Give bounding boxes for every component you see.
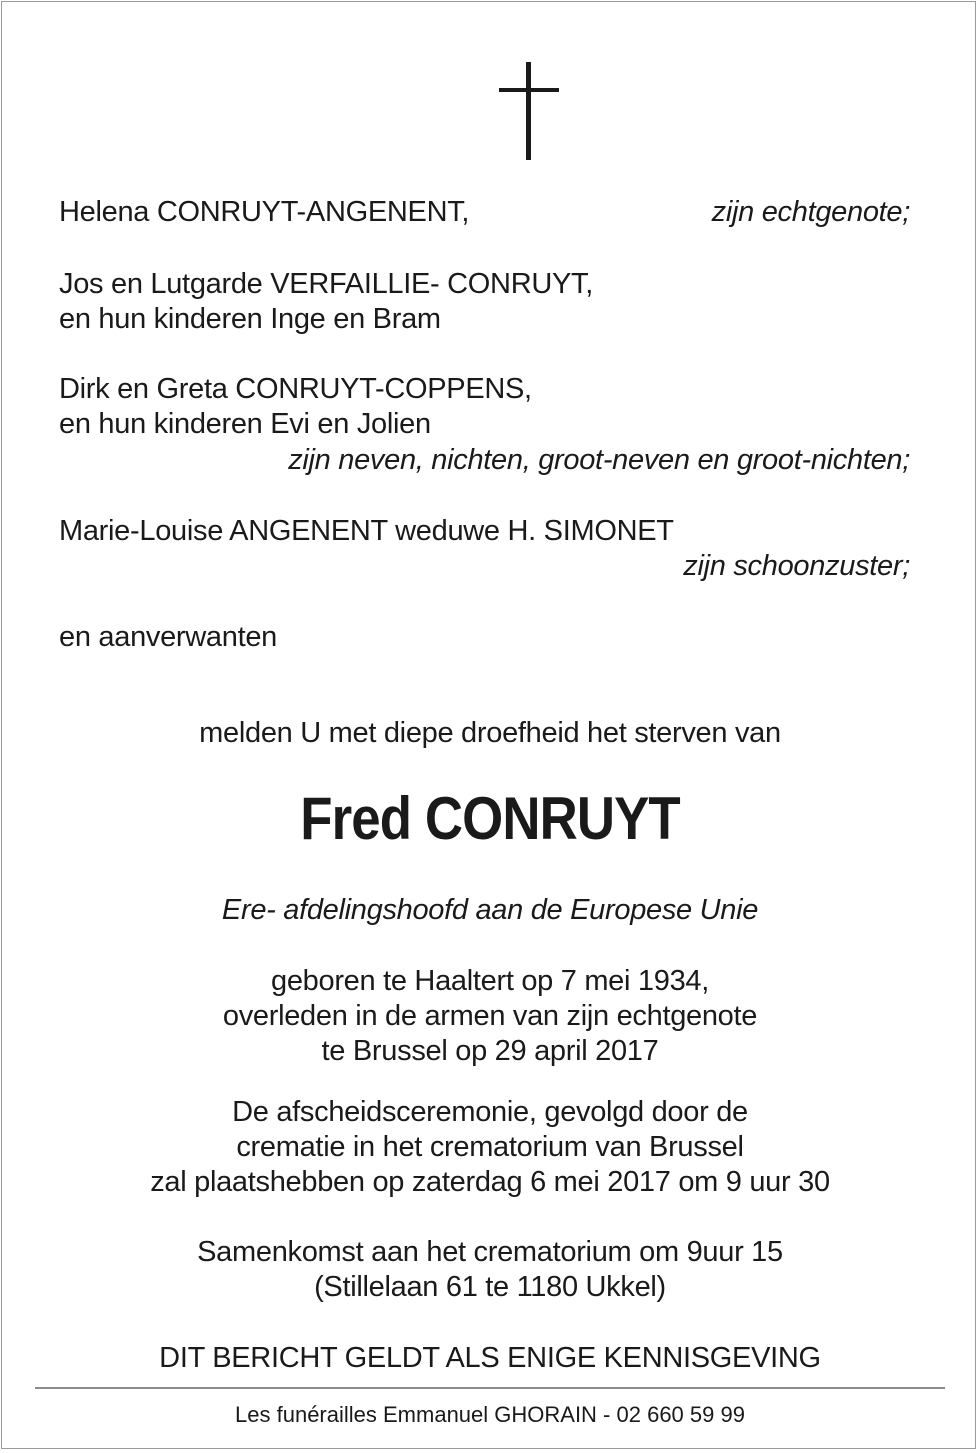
family1-line1: Jos en Lutgarde VERFAILLIE- CONRUYT, [59, 268, 593, 300]
ceremony-line1: De afscheidsceremonie, gevolgd door de [232, 1096, 748, 1128]
notice-line: DIT BERICHT GELDT ALS ENIGE KENNISGEVING [159, 1342, 821, 1374]
family1-line2: en hun kinderen Inge en Bram [59, 303, 441, 335]
spouse-role: zijn echtgenote; [711, 196, 910, 228]
announcement-intro: melden U met diepe droefheid het sterven van [199, 717, 781, 749]
death-line2: te Brussel op 29 april 2017 [321, 1035, 659, 1067]
sister-in-law-role: zijn schoonzuster; [683, 550, 910, 582]
ceremony-line3: zal plaatshebben op zaterdag 6 mei 2017 om 9 uur 30 [150, 1166, 830, 1198]
birth-line: geboren te Haaltert op 7 mei 1934, [271, 965, 709, 997]
meeting-line1: Samenkomst aan het crematorium om 9uur 15 [197, 1236, 783, 1268]
spouse-name: Helena CONRUYT-ANGENENT, [59, 196, 470, 228]
deceased-name: Fred CONRUYT [300, 785, 680, 852]
footer-divider [35, 1387, 945, 1389]
ceremony-line2: crematie in het crematorium van Brussel [236, 1131, 744, 1163]
family2-line2: en hun kinderen Evi en Jolien [59, 408, 431, 440]
family2-line1: Dirk en Greta CONRUYT-COPPENS, [59, 373, 532, 405]
nephews-role: zijn neven, nichten, groot-neven en groot-nichten; [288, 444, 910, 476]
death-line1: overleden in de armen van zijn echtgenote [222, 1000, 758, 1032]
cross-icon [499, 62, 559, 160]
sister-in-law-name: Marie-Louise ANGENENT weduwe H. SIMONET [59, 515, 674, 547]
deceased-title: Ere- afdelingshoofd aan de Europese Unie [221, 894, 759, 926]
funeral-home-footer: Les funérailles Emmanuel GHORAIN - 02 660 59 99 [235, 1402, 745, 1427]
relatives-line: en aanverwanten [59, 621, 277, 653]
meeting-line2: (Stillelaan 61 te 1180 Ukkel) [314, 1271, 666, 1303]
